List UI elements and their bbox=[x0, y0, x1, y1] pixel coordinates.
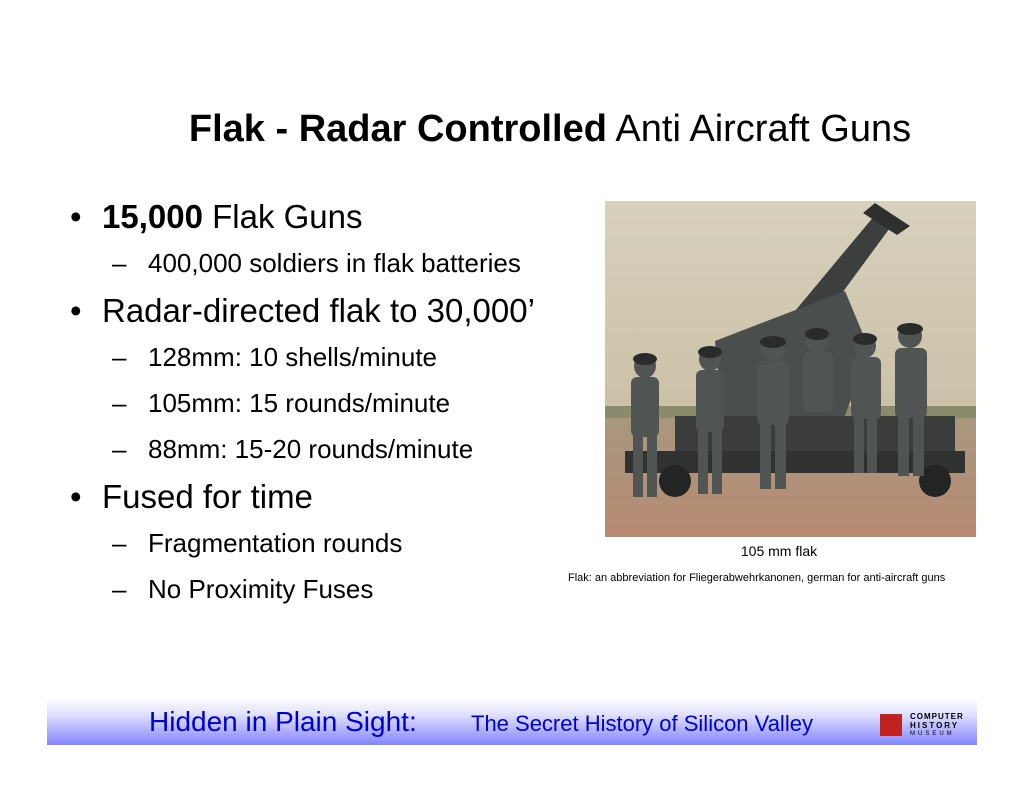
sub-bullet-text: 400,000 soldiers in flak batteries bbox=[148, 248, 521, 278]
dash: – bbox=[112, 434, 127, 464]
flak-gun-photo bbox=[605, 201, 976, 537]
sub-bullet-text: 128mm: 10 shells/minute bbox=[148, 342, 438, 372]
bullet-text: Radar-directed flak to 30,000’ bbox=[102, 292, 535, 329]
footer-banner bbox=[47, 697, 977, 745]
sub-bullet-text: No Proximity Fuses bbox=[148, 574, 374, 604]
sub-bullet-item bbox=[70, 240, 535, 286]
sub-bullet-item bbox=[70, 566, 535, 612]
sub-bullet-item bbox=[70, 334, 535, 380]
bullet-list bbox=[70, 194, 535, 612]
sub-bullet-text: 88mm: 15-20 rounds/minute bbox=[148, 434, 474, 464]
footer-subtitle: The Secret History of Silicon Valley bbox=[471, 711, 813, 736]
bullet-dot: • bbox=[70, 292, 82, 329]
bullet-dot: • bbox=[70, 478, 82, 515]
sub-bullet-item bbox=[70, 380, 535, 426]
dash: – bbox=[112, 248, 127, 278]
dash: – bbox=[112, 528, 127, 558]
bullet-text: Fused for time bbox=[102, 478, 313, 515]
computer-history-museum-logo bbox=[880, 712, 970, 742]
title-bold: Flak - Radar Controlled bbox=[188, 108, 607, 150]
photo-caption: 105 mm flak bbox=[740, 543, 818, 559]
museum-logo-icon bbox=[880, 714, 902, 736]
logo-line-3: MUSEUM bbox=[910, 731, 955, 737]
bullet-text: Flak Guns bbox=[212, 198, 363, 235]
sub-bullet-item bbox=[70, 426, 535, 472]
dash: – bbox=[112, 388, 127, 418]
sub-bullet-text: 105mm: 15 rounds/minute bbox=[148, 388, 451, 418]
flak-gun-illustration bbox=[605, 201, 976, 537]
sub-bullet-text: Fragmentation rounds bbox=[148, 528, 403, 558]
bullet-bold: 15,000 bbox=[102, 198, 203, 235]
logo-line-1: COMPUTER bbox=[910, 712, 964, 721]
bullet-dot: • bbox=[70, 198, 82, 235]
logo-line-2: HISTORY bbox=[910, 721, 960, 730]
footer-title: Hidden in Plain Sight: bbox=[149, 706, 417, 737]
bullet-item bbox=[70, 194, 535, 240]
bullet-item bbox=[70, 474, 535, 520]
dash: – bbox=[112, 342, 127, 372]
bullet-item bbox=[70, 288, 535, 334]
slide-title bbox=[0, 104, 1024, 154]
title-rest: Anti Aircraft Guns bbox=[615, 108, 912, 150]
sub-bullet-item bbox=[70, 520, 535, 566]
footnote: Flak: an abbreviation for Fliegerabwehrkanonen, german for anti-aircraft guns bbox=[568, 572, 946, 584]
dash: – bbox=[112, 574, 127, 604]
